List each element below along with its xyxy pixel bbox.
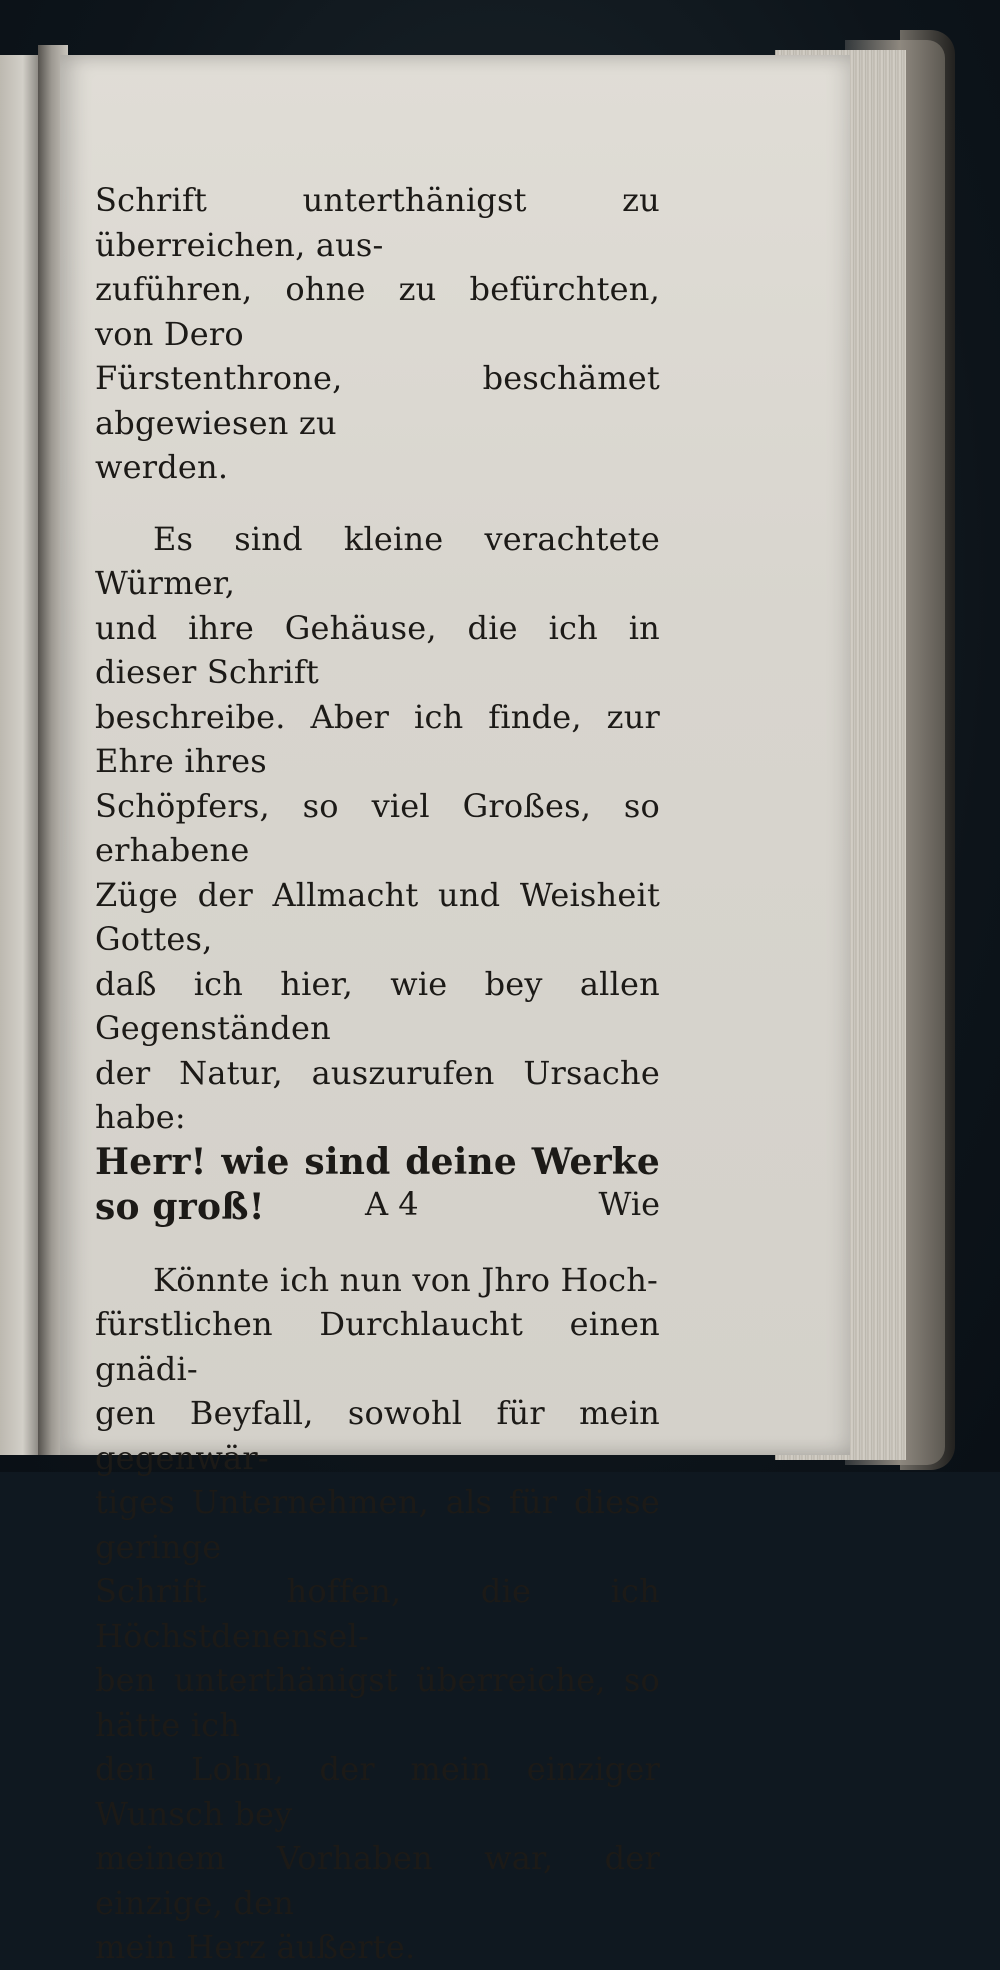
text-line: Züge der Allmacht und Weisheit Gottes, xyxy=(95,875,660,958)
page-text xyxy=(95,178,660,1970)
text-line: der Natur, auszurufen Ursache habe: xyxy=(95,1053,660,1136)
text-line: Schrift unterthänigst zu überreichen, aus- xyxy=(95,181,660,264)
text-line: ben unterthänigst überreiche, so hätte ich xyxy=(95,1661,660,1744)
text-line: und ihre Gehäuse, die ich in dieser Schrift xyxy=(95,608,660,691)
text-line: Schrift hoffen, die ich Höchstdenensel- xyxy=(95,1572,660,1655)
previous-page-sliver xyxy=(0,55,40,1455)
text-line: den Lohn, der mein einziger Wunsch bey xyxy=(95,1750,660,1833)
text-line: zuführen, ohne zu befürchten, von Dero xyxy=(95,270,660,353)
text-line: mein Herz äußerte. xyxy=(95,1928,416,1966)
text-line: fürstlichen Durchlaucht einen gnädi- xyxy=(95,1305,660,1388)
paragraph-2 xyxy=(95,517,660,1231)
text-line: meinem Vorhaben war, der einzige, den xyxy=(95,1839,660,1922)
text-line: Fürstenthrone, beschämet abgewiesen zu xyxy=(95,359,660,442)
catchword: Wie xyxy=(598,1185,660,1223)
text-line: beschreibe. Aber ich finde, zur Ehre ihres xyxy=(95,697,660,780)
text-line: daß ich hier, wie bey allen Gegenständen xyxy=(95,964,660,1047)
text-line: Es sind kleine verachtete Würmer, xyxy=(95,519,660,602)
text-line: Schöpfers, so viel Großes, so erhabene xyxy=(95,786,660,869)
emphasis-line: Herr! wie sind deine Werke so groß! xyxy=(95,1140,660,1228)
text-line: werden. xyxy=(95,448,229,486)
paragraph-1 xyxy=(95,178,660,490)
signature-mark: A 4 xyxy=(365,1185,419,1223)
text-line: Könnte ich nun von Jhro Hoch- xyxy=(153,1260,659,1299)
page-footer xyxy=(95,1185,660,1235)
text-line: tiges Unternehmen, als für diese geringe xyxy=(95,1483,660,1566)
paragraph-3 xyxy=(95,1258,660,1970)
text-line: gen Beyfall, sowohl für mein gegenwär- xyxy=(95,1394,660,1477)
